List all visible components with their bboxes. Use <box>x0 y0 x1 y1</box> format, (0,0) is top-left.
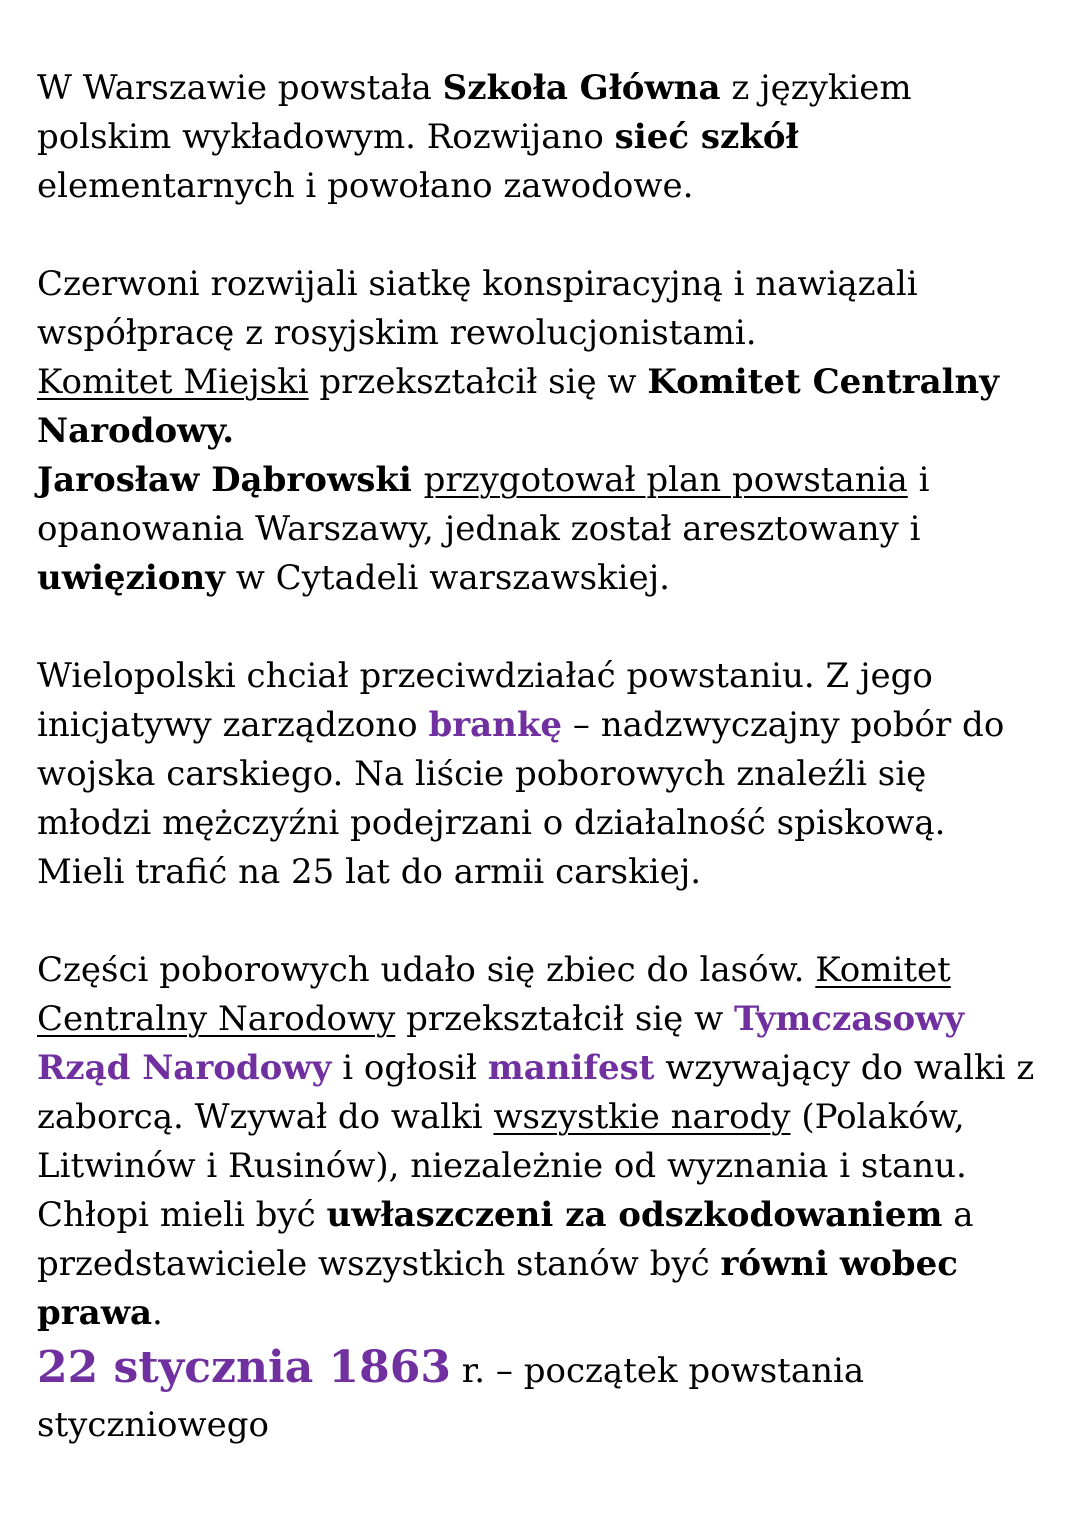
text-run: i ogłosił <box>331 1048 488 1088</box>
bold-term: Jarosław Dąbrowski <box>37 460 424 500</box>
bold-term: Komitet Centralny <box>647 362 1000 402</box>
text-run: Mieli trafić na 25 lat do armii carskiej. <box>37 852 702 892</box>
text-run: polskim wykładowym. Rozwijano <box>37 117 615 157</box>
text-run: przekształcił się w <box>308 362 648 402</box>
paragraph-czerwoni <box>37 260 1080 603</box>
text-line <box>37 652 1080 701</box>
text-line <box>37 750 1080 799</box>
underlined-term: Komitet <box>815 950 951 990</box>
bold-term: prawa <box>37 1293 153 1333</box>
underlined-term: Centralny Narodowy <box>37 999 396 1039</box>
paragraph-rzad-narodowy <box>37 946 1080 1338</box>
text-line <box>37 1142 1080 1191</box>
text-run: i <box>907 460 930 500</box>
text-line <box>37 260 1080 309</box>
date-heading-block <box>37 1338 1080 1450</box>
text-run: r. – początek powstania <box>450 1351 865 1391</box>
text-line <box>37 554 1080 603</box>
text-line <box>37 505 1080 554</box>
text-run: (Polaków, <box>790 1097 965 1137</box>
paragraph-szkola-glowna <box>37 64 1080 211</box>
text-run: Chłopi mieli być <box>37 1195 327 1235</box>
underlined-term: wszystkie narody <box>493 1097 791 1137</box>
text-line <box>37 1289 1080 1338</box>
text-run: wzywający do walki z <box>654 1048 1035 1088</box>
text-line <box>37 1338 1080 1401</box>
text-run: Litwinów i Rusinów), niezależnie od wyznania i stanu. <box>37 1146 967 1186</box>
text-line <box>37 1191 1080 1240</box>
highlighted-term: Rząd Narodowy <box>37 1048 332 1088</box>
text-line <box>37 1401 1080 1450</box>
bold-term: równi wobec <box>720 1244 958 1284</box>
text-run: współpracę z rosyjskim rewolucjonistami. <box>37 313 757 353</box>
text-run: W Warszawie powstała <box>37 68 443 108</box>
bold-term: uwięziony <box>37 558 225 598</box>
text-run: opanowania Warszawy, jednak został aresztowany i <box>37 509 921 549</box>
text-line <box>37 1240 1080 1289</box>
text-line <box>37 995 1080 1044</box>
text-run: Części poborowych udało się zbiec do lasów. <box>37 950 816 990</box>
text-line <box>37 1093 1080 1142</box>
text-line <box>37 162 1080 211</box>
text-line <box>37 848 1080 897</box>
highlighted-term: manifest <box>487 1048 655 1088</box>
text-line <box>37 456 1080 505</box>
text-line <box>37 946 1080 995</box>
text-run: styczniowego <box>37 1405 269 1445</box>
paragraph-wielopolski <box>37 652 1080 897</box>
text-run: zaborcą. Wzywał do walki <box>37 1097 494 1137</box>
text-run: młodzi mężczyźni podejrzani o działalność spiskową. <box>37 803 946 843</box>
text-run: a <box>942 1195 974 1235</box>
text-line <box>37 358 1080 407</box>
text-line <box>37 701 1080 750</box>
document-page <box>37 64 1080 1450</box>
text-line <box>37 407 1080 456</box>
text-run: . <box>152 1293 163 1333</box>
text-run: z językiem <box>720 68 912 108</box>
text-line <box>37 1044 1080 1093</box>
underlined-term: przygotował plan powstania <box>423 460 908 500</box>
highlighted-term: Tymczasowy <box>734 999 965 1039</box>
text-run: przedstawiciele wszystkich stanów być <box>37 1244 721 1284</box>
text-run: Czerwoni rozwijali siatkę konspiracyjną i nawiązali <box>37 264 918 304</box>
bold-term: Narodowy. <box>37 411 235 451</box>
underlined-term: Komitet Miejski <box>37 362 309 402</box>
text-run: wojska carskiego. Na liście poborowych znaleźli się <box>37 754 927 794</box>
bold-term: uwłaszczeni za odszkodowaniem <box>326 1195 943 1235</box>
text-line <box>37 64 1080 113</box>
bold-term: sieć szkół <box>614 117 799 157</box>
text-line <box>37 113 1080 162</box>
text-run: w Cytadeli warszawskiej. <box>224 558 670 598</box>
text-run: inicjatywy zarządzono <box>37 705 429 745</box>
date-heading: 22 stycznia 1863 <box>37 1342 451 1393</box>
text-run: – nadzwyczajny pobór do <box>562 705 1005 745</box>
bold-term: Szkoła Główna <box>442 68 721 108</box>
text-line <box>37 309 1080 358</box>
text-run: Wielopolski chciał przeciwdziałać powstaniu. Z jego <box>37 656 933 696</box>
text-run: elementarnych i powołano zawodowe. <box>37 166 694 206</box>
highlighted-term: brankę <box>428 705 563 745</box>
text-run: przekształcił się w <box>395 999 734 1039</box>
text-line <box>37 799 1080 848</box>
